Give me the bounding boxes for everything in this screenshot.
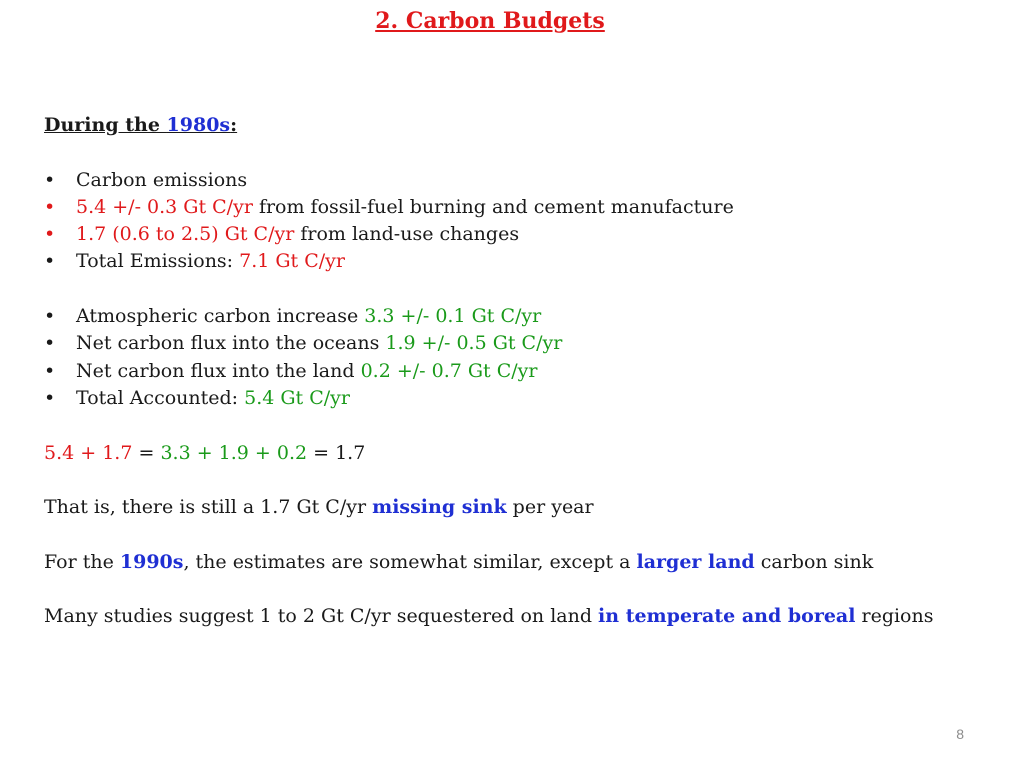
emissions-item-value: 5.4 +/- 0.3 Gt C/yr [76,195,253,218]
emissions-item-text: from fossil-fuel burning and cement manufacture [252,195,734,218]
emissions-item [44,194,1004,221]
accounted-total [44,385,1004,412]
nineties-suffix: carbon sink [754,550,874,573]
accounted-item-text: Net carbon flux into the land [76,359,361,382]
spacer [44,576,1004,603]
spacer [44,139,1004,166]
accounted-item-text: Net carbon flux into the oceans [76,332,386,355]
nineties-middle: , the estimates are somewhat similar, except a [183,550,637,573]
emissions-total-value: 7.1 Gt C/yr [239,250,345,273]
section-heading [44,112,1004,139]
bullet-marker: • [44,305,56,328]
bullet-marker: • [44,359,56,382]
emissions-item-value: 1.7 (0.6 to 2.5) Gt C/yr [76,223,295,246]
equation-accounted: 3.3 + 1.9 + 0.2 [160,441,308,464]
studies-statement [44,603,1004,630]
studies-suffix: regions [855,605,934,628]
equation-emissions: 5.4 + 1.7 [44,441,133,464]
emissions-item [44,167,1004,194]
accounted-item-value: 3.3 +/- 0.1 Gt C/yr [364,305,542,328]
missing-suffix: per year [506,496,594,519]
accounted-item [44,303,1004,330]
accounted-item-text: Atmospheric carbon increase [76,305,365,328]
nineties-statement [44,549,1004,576]
nineties-prefix: For the [44,550,120,573]
nineties-decade: 1990s [119,550,184,573]
accounted-item-value: 0.2 +/- 0.7 Gt C/yr [360,359,538,382]
spacer [44,467,1004,494]
accounted-item [44,358,1004,385]
bullet-marker: • [44,250,56,273]
missing-prefix: That is, there is still a 1.7 Gt C/yr [44,496,373,519]
missing-highlight: missing sink [372,496,507,519]
emissions-total [44,248,1004,275]
slide-body [44,112,1004,631]
studies-prefix: Many studies suggest 1 to 2 Gt C/yr sequestered on land [44,605,599,628]
page-number: 8 [956,726,964,742]
spacer [44,521,1004,548]
heading-decade: 1980s [166,114,231,136]
bullet-marker: • [44,332,56,355]
bullet-marker: • [44,223,56,246]
missing-sink-statement [44,494,1004,521]
bullet-marker: • [44,168,56,191]
heading-prefix: During the [44,114,167,136]
budget-equation [44,440,1004,467]
equation-result: 1.7 [335,441,366,464]
equation-equals: = [307,441,336,464]
emissions-item-text: Carbon emissions [76,168,248,191]
accounted-item [44,330,1004,357]
emissions-item [44,221,1004,248]
bullet-marker: • [44,195,56,218]
heading-suffix: : [230,114,238,136]
accounted-total-label: Total Accounted: [76,386,245,409]
bullet-marker: • [44,386,56,409]
spacer [44,412,1004,439]
spacer [44,276,1004,303]
studies-highlight: in temperate and boreal [598,605,856,628]
accounted-item-value: 1.9 +/- 0.5 Gt C/yr [385,332,563,355]
emissions-total-label: Total Emissions: [76,250,240,273]
equation-equals: = [132,441,161,464]
emissions-item-text: from land-use changes [294,223,520,246]
nineties-highlight: larger land [636,550,755,573]
accounted-total-value: 5.4 Gt C/yr [244,386,350,409]
slide-title: 2. Carbon Budgets [375,8,605,34]
